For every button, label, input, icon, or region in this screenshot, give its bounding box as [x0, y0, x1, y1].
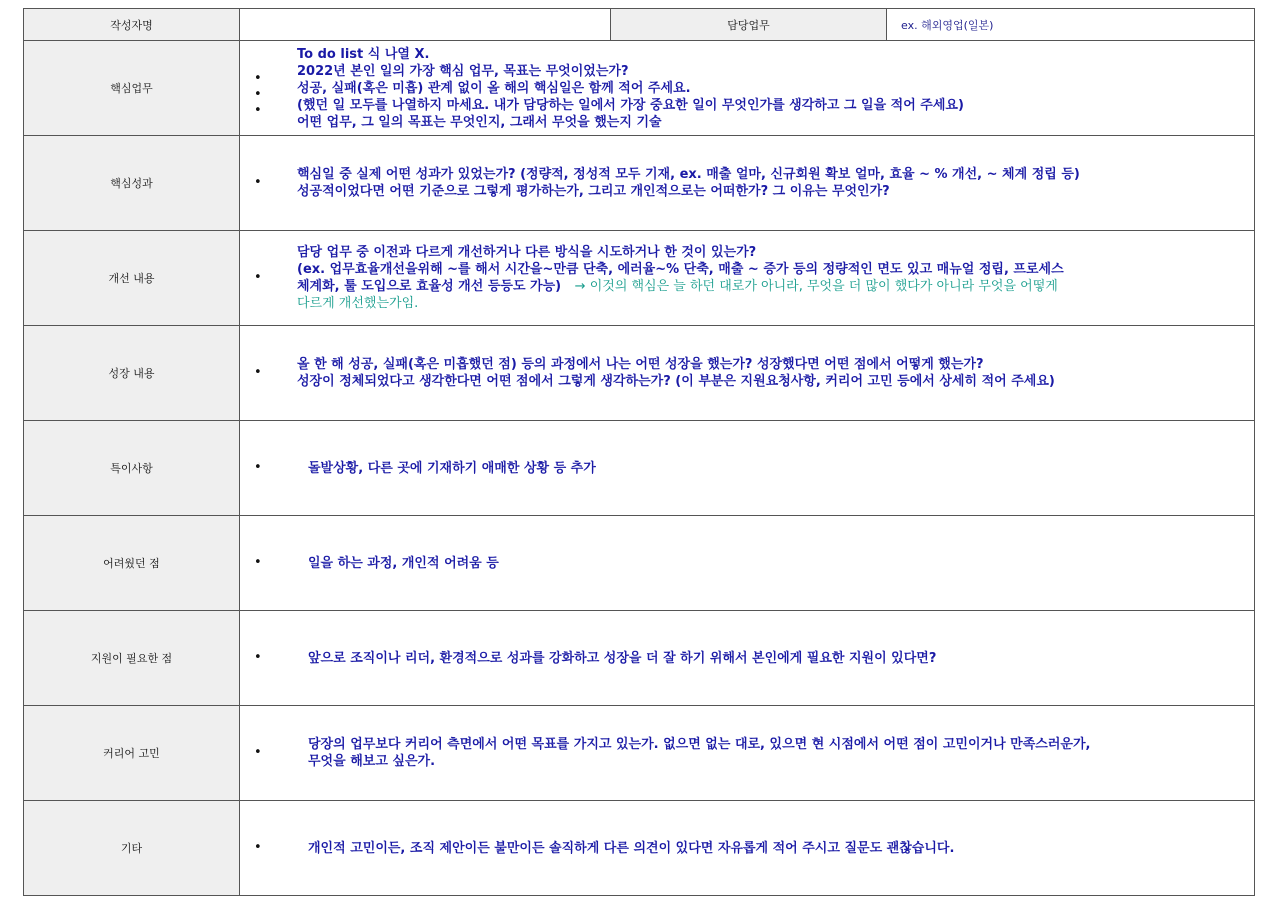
bullet-marker: •	[254, 71, 262, 86]
row-content-career[interactable]	[240, 706, 1255, 801]
row-label-core-results: 핵심성과	[24, 136, 240, 231]
row-label-core-tasks: 핵심업무	[24, 41, 240, 136]
duty-field[interactable]: ex. 해외영업(일본)	[887, 9, 1255, 41]
bullet-marker: •	[254, 840, 262, 855]
guide-line: 성공적이었다면 어떤 기준으로 그렇게 평가하는가, 그리고 개인적으로는 어떠한가? 그 이유는 무엇인가?	[297, 184, 890, 199]
bullet-marker: •	[254, 270, 262, 285]
guide-line: 돌발상황, 다른 곳에 기재하기 애매한 상황 등 추가	[308, 460, 596, 476]
table-row	[24, 516, 1255, 611]
row-content-support-needed[interactable]	[240, 611, 1255, 706]
table-row	[24, 231, 1255, 326]
row-label-improvements: 개선 내용	[24, 231, 240, 326]
author-field[interactable]	[240, 9, 611, 41]
bullet-marker: •	[254, 460, 262, 475]
guide-line: To do list 식 나열 X.	[297, 46, 430, 62]
bullet-marker: •	[254, 365, 262, 380]
bullet-marker: •	[254, 650, 262, 665]
row-content-core-tasks[interactable]	[240, 41, 1255, 136]
table-row	[24, 801, 1255, 896]
table-row	[24, 326, 1255, 421]
guide-line: 2022년 본인 일의 가장 핵심 업무, 목표는 무엇이었는가?	[297, 63, 629, 79]
row-content-growth[interactable]	[240, 326, 1255, 421]
row-label-support-needed: 지원이 필요한 점	[24, 611, 240, 706]
row-label-growth: 성장 내용	[24, 326, 240, 421]
bullet-marker: •	[254, 175, 262, 190]
guide-line: 담당 업무 중 이전과 다르게 개선하거나 다른 방식을 시도하거나 한 것이 있는가?	[297, 245, 757, 260]
guide-line: 올 한 해 성공, 실패(혹은 미흡했던 점) 등의 과정에서 나는 어떤 성장을 했는가? 성장했다면 어떤 점에서 어떻게 했는가?	[297, 357, 984, 372]
header-row	[24, 9, 1255, 41]
bullet-marker: •	[254, 87, 262, 102]
guide-note: 다르게 개선했는가임.	[297, 296, 419, 311]
table-row	[24, 611, 1255, 706]
row-label-other: 기타	[24, 801, 240, 896]
duty-label: 담당업무	[611, 9, 887, 41]
bullet-marker: •	[254, 103, 262, 118]
row-content-difficulties[interactable]	[240, 516, 1255, 611]
row-content-improvements[interactable]	[240, 231, 1255, 326]
table-row	[24, 706, 1255, 801]
row-label-career: 커리어 고민	[24, 706, 240, 801]
guide-line: 일을 하는 과정, 개인적 어려움 등	[308, 555, 499, 571]
form-table	[23, 8, 1255, 896]
guide-note: → 이것의 핵심은 늘 하던 대로가 아니라, 무엇을 더 많이 했다가 아니라 무엇을 어떻게	[574, 279, 1058, 294]
row-content-special-notes[interactable]	[240, 421, 1255, 516]
guide-line-text: 체계화, 툴 도입으로 효율성 개선 등등도 가능)	[297, 279, 562, 294]
guide-line	[297, 278, 1234, 295]
guide-line: 어떤 업무, 그 일의 목표는 무엇인지, 그래서 무엇을 했는지 기술	[297, 114, 662, 130]
bullet-marker: •	[254, 555, 262, 570]
row-content-core-results[interactable]	[240, 136, 1255, 231]
guide-line: (했던 일 모두를 나열하지 마세요. 내가 담당하는 일에서 가장 중요한 일이 무엇인가를 생각하고 그 일을 적어 주세요)	[297, 97, 964, 113]
table-row	[24, 136, 1255, 231]
self-review-form	[23, 8, 1254, 896]
bullet-marker: •	[254, 745, 262, 760]
row-label-difficulties: 어려웠던 점	[24, 516, 240, 611]
author-label: 작성자명	[24, 9, 240, 41]
guide-line: 성공, 실패(혹은 미흡) 관계 없이 올 해의 핵심일은 함께 적어 주세요.	[297, 80, 691, 96]
guide-line: 개인적 고민이든, 조직 제안이든 불만이든 솔직하게 다른 의견이 있다면 자유롭게 적어 주시고 질문도 괜찮습니다.	[308, 840, 955, 856]
guide-line: 당장의 업무보다 커리어 측면에서 어떤 목표를 가지고 있는가. 없으면 없는 대로, 있으면 현 시점에서 어떤 점이 고민이거나 만족스러운가,	[308, 737, 1091, 752]
guide-line: 무엇을 해보고 싶은가.	[308, 754, 436, 769]
table-row	[24, 421, 1255, 516]
row-content-other[interactable]	[240, 801, 1255, 896]
guide-line: 성장이 정체되었다고 생각한다면 어떤 점에서 그렇게 생각하는가? (이 부분은 지원요청사항, 커리어 고민 등에서 상세히 적어 주세요)	[297, 374, 1055, 389]
table-row	[24, 41, 1255, 136]
guide-line: 핵심일 중 실제 어떤 성과가 있었는가? (정량적, 정성적 모두 기재, ex. 매출 얼마, 신규회원 확보 얼마, 효율 ~ % 개선, ~ 체계 정립 등)	[297, 167, 1080, 182]
row-label-special-notes: 특이사항	[24, 421, 240, 516]
guide-line: 앞으로 조직이나 리더, 환경적으로 성과를 강화하고 성장을 더 잘 하기 위해서 본인에게 필요한 지원이 있다면?	[308, 650, 937, 666]
guide-line: (ex. 업무효율개선을위해 ~를 해서 시간을~만큼 단축, 에러율~% 단축, 매출 ~ 증가 등의 정량적인 면도 있고 매뉴얼 정립, 프로세스	[297, 262, 1064, 277]
